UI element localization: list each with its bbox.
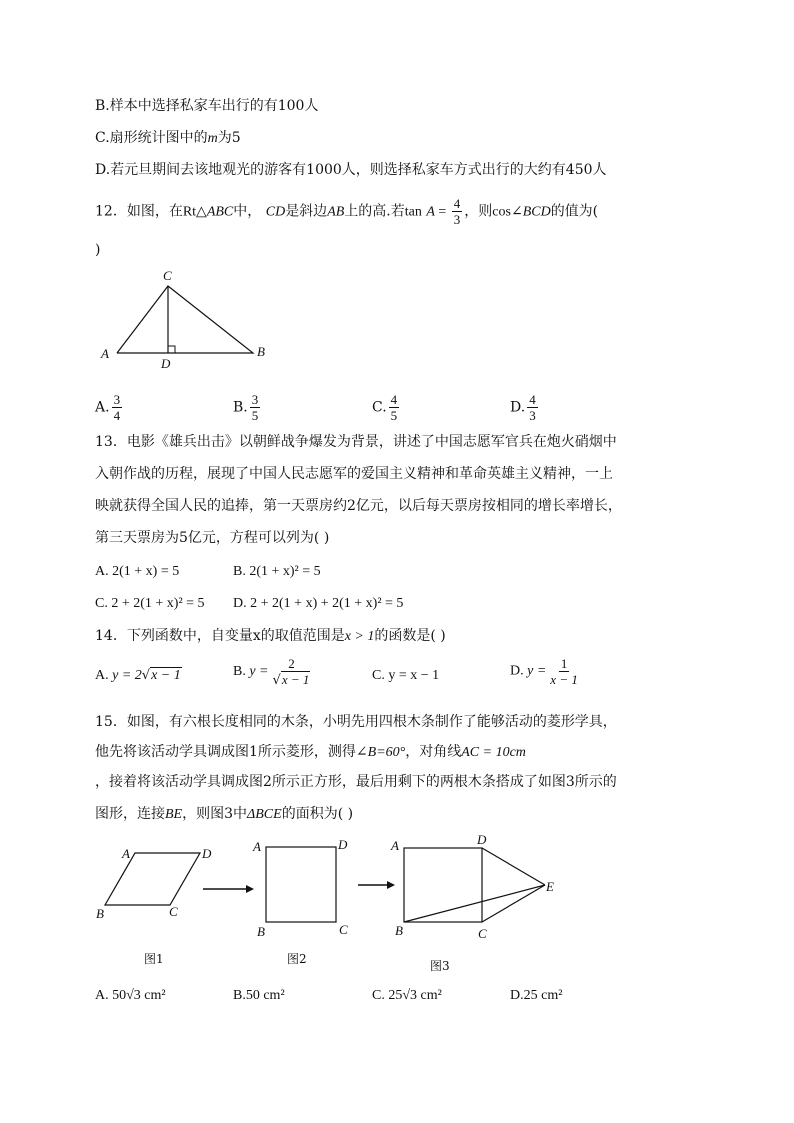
q14-stem: 14．下列函数中，自变量x的取值范围是x > 1的函数是( ) xyxy=(95,628,446,644)
q12-tan-fraction: $\frac{4}{3}$ xyxy=(453,196,461,227)
q15-figures xyxy=(90,832,570,978)
q12-option-c[interactable]: C. $\frac{4}{5}$ xyxy=(372,392,398,423)
fig2-label-a: A xyxy=(253,839,261,854)
fig3-segment-de xyxy=(482,848,545,885)
q13-option-b[interactable]: B. 2(1 + x)² = 5 xyxy=(233,564,321,579)
q13-stem-line4: 第三天票房为5亿元，方程可以列为( ) xyxy=(95,530,330,546)
q15-stem-line4: 图形，连接BE，则图3中ΔBCE的面积为( ) xyxy=(95,806,354,822)
triangle-abc xyxy=(117,286,253,353)
q13-option-d[interactable]: D. 2 + 2(1 + x) + 2(1 + x)² = 5 xyxy=(233,596,404,611)
fig2-label-d: D xyxy=(338,837,348,852)
vertex-label-c: C xyxy=(163,268,172,283)
q13-stem-line3: 映就获得全国人民的追捧，第一天票房约2亿元，以后每天票房按相同的增长率增长， xyxy=(95,498,622,514)
q13-option-a[interactable]: A. 2(1 + x) = 5 xyxy=(95,564,180,579)
q11-option-c: C.扇形统计图中的m为5 xyxy=(95,130,241,146)
fig3-label-e: E xyxy=(546,879,554,894)
q14-option-c[interactable]: C. y = x − 1 xyxy=(372,668,440,683)
vertex-label-d: D xyxy=(161,356,171,371)
fig3-label-b: B xyxy=(395,923,403,938)
fig3-segment-be xyxy=(404,885,545,922)
q15-stem-line1: 15．如图，有六根长度相同的木条，小明先用四根木条制作了能够活动的菱形学具， xyxy=(95,714,617,730)
q15-option-b[interactable]: B.50 cm² xyxy=(233,988,285,1003)
q12-stem: 12．如图，在Rt△ABC中， CD是斜边AB上的高.若tan A = $\frac{4}{3}$ ，则cos∠BCD的值为( xyxy=(95,196,599,227)
q15-option-d[interactable]: D.25 cm² xyxy=(510,988,563,1003)
fig3-caption: 图3 xyxy=(430,959,450,973)
fig1-rhombus xyxy=(105,853,200,905)
vertex-label-b: B xyxy=(257,344,265,359)
q13-option-c[interactable]: C. 2 + 2(1 + x)² = 5 xyxy=(95,596,205,611)
q13-stem-line1: 13．电影《雄兵出击》以朝鲜战争爆发为背景，讲述了中国志愿军官兵在炮火硝烟中 xyxy=(95,434,617,450)
q15-stem-line3: ，接着将该活动学具调成图2所示正方形，最后用剩下的两根木条搭成了如图3所示的 xyxy=(95,774,617,790)
q12-option-a[interactable]: A. $\frac{3}{4}$ xyxy=(95,392,121,423)
q12-close-paren: ) xyxy=(95,242,101,258)
fig2-square xyxy=(266,847,336,922)
q11-option-b: B.样本中选择私家车出行的有100人 xyxy=(95,98,319,114)
fig1-label-d: D xyxy=(202,846,212,861)
arrow-2-head xyxy=(387,881,395,889)
q13-stem-line2: 入朝作战的历程，展现了中国人民志愿军的爱国主义精神和革命英雄主义精神，一上 xyxy=(95,466,613,482)
fig1-label-c: C xyxy=(169,904,178,919)
fig2-label-b: B xyxy=(257,924,265,939)
fig3-label-d: D xyxy=(477,832,487,847)
q14-option-d[interactable]: D. y = $\frac{1}{x - 1}$ xyxy=(510,656,578,687)
fig1-caption: 图1 xyxy=(144,952,164,966)
fig3-segment-ce xyxy=(482,885,545,922)
q14-option-b[interactable]: B. y = $\frac{2}{√x - 1}$ xyxy=(233,656,310,688)
fig3-square xyxy=(404,848,482,922)
q12-option-b[interactable]: B. $\frac{3}{5}$ xyxy=(233,392,259,423)
fig2-label-c: C xyxy=(339,922,348,937)
arrow-1-head xyxy=(246,885,254,893)
right-angle-mark xyxy=(168,346,175,353)
q12-triangle-figure xyxy=(95,266,285,374)
fig2-caption: 图2 xyxy=(287,952,307,966)
q15-stem-line2: 他先将该活动学具调成图1所示菱形，测得∠B=60°，对角线AC = 10cm xyxy=(95,744,526,760)
fig3-label-a: A xyxy=(391,838,399,853)
fig1-label-a: A xyxy=(122,846,130,861)
fig1-label-b: B xyxy=(96,906,104,921)
q12-option-d[interactable]: D. $\frac{4}{3}$ xyxy=(510,392,536,423)
q15-option-c[interactable]: C. 25√3 cm² xyxy=(372,988,442,1003)
q11-option-d: D.若元旦期间去该地观光的游客有1000人，则选择私家车方式出行的大约有450人 xyxy=(95,162,607,178)
vertex-label-a: A xyxy=(101,346,109,361)
q15-option-a[interactable]: A. 50√3 cm² xyxy=(95,988,166,1003)
fig3-label-c: C xyxy=(478,926,487,941)
q14-option-a[interactable]: A. y = 2√x − 1 xyxy=(95,668,181,683)
